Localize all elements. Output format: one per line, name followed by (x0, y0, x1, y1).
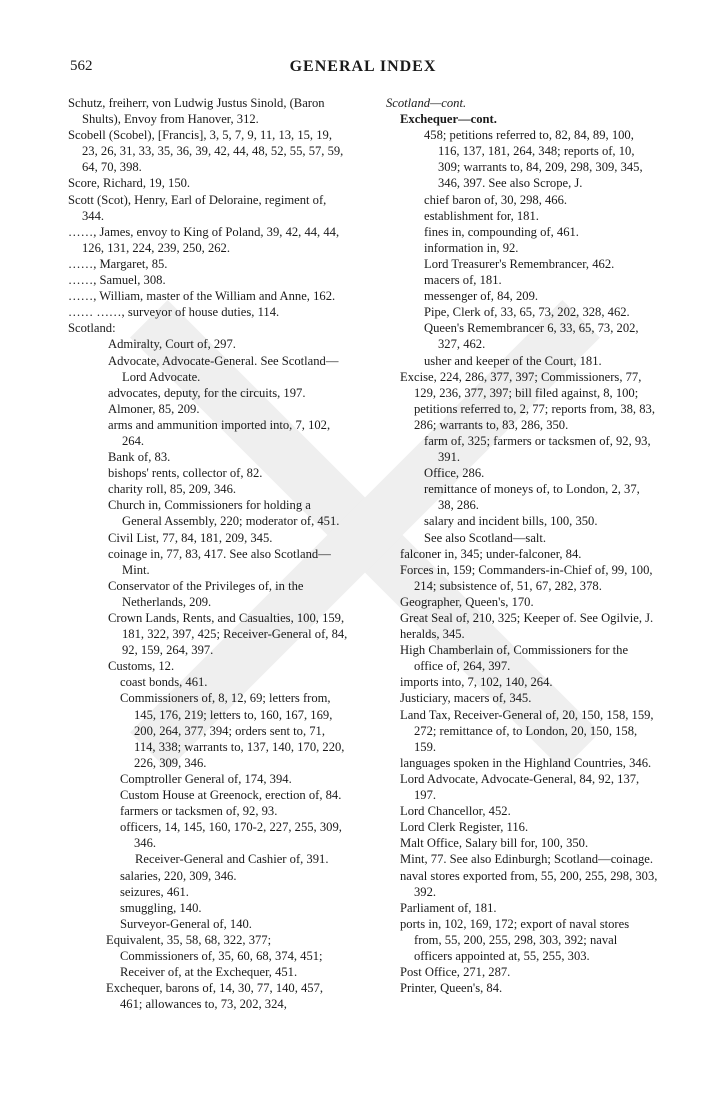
index-entry: Comptroller General of, 174, 394. (120, 771, 292, 786)
index-entry: imports into, 7, 102, 140, 264. (400, 675, 553, 690)
index-entry: Scobell (Scobel), [Francis], 3, 5, 7, 9, 11, 13, 15, 19, 23, 26, 31, 33, 35, 36, 39, 42, 44, 48, 52, 55, 57, 59, 64, 70, 398. (68, 128, 344, 175)
index-entry: See also Scotland—salt. (424, 530, 547, 545)
index-entry: establishment for, 181. (424, 208, 539, 223)
index-entry: Lord Clerk Register, 116. (400, 820, 529, 835)
index-entry: 458; petitions referred to, 82, 84, 89, 100, 116, 137, 181, 264, 348; reports of, 10, 309; warrants to, 84, 209, 298, 309, 345, 346, 397. See also Scrope, J. (424, 128, 643, 191)
index-entry: ……, Samuel, 308. (68, 273, 166, 288)
index-entry: smuggling, 140. (120, 900, 202, 915)
index-entry: languages spoken in the Highland Countries, 346. (400, 755, 652, 770)
index-entry: remittance of moneys of, to London, 2, 37, 38, 286. (424, 482, 640, 513)
index-entry: ports in, 102, 169, 172; export of naval stores from, 55, 200, 255, 298, 303, 392; naval officers appointed at, 55, 255, 303. (400, 916, 630, 963)
index-entry: Score, Richard, 19, 150. (68, 176, 191, 191)
index-entry: Exchequer, barons of, 14, 30, 77, 140, 457, 461; allowances to, 73, 202, 324, (106, 981, 324, 1012)
index-entry: Commissioners of, 8, 12, 69; letters from, 145, 176, 219; letters to, 160, 167, 169, 200, 264, 377, 394; orders sent to, 71, 114, 338; warrants to, 137, 140, 170, 220, 226, 309, 346. (120, 691, 345, 770)
index-entry: coinage in, 77, 83, 417. See also Scotland—Mint. (108, 546, 331, 577)
index-entry: Queen's Remembrancer 6, 33, 65, 73, 202, 327, 462. (424, 321, 639, 352)
index-entry: farm of, 325; farmers or tacksmen of, 92, 93, 391. (424, 433, 651, 465)
page-number: 562 (70, 58, 93, 74)
index-entry: Civil List, 77, 84, 181, 209, 345. (108, 530, 273, 545)
index-entry: Office, 286. (424, 466, 485, 481)
index-entry: salary and incident bills, 100, 350. (424, 514, 598, 529)
index-entry: macers of, 181. (424, 273, 502, 288)
index-entry: advocates, deputy, for the circuits, 197. (108, 385, 306, 400)
index-entry: coast bonds, 461. (120, 675, 208, 690)
index-entry: Printer, Queen's, 84. (400, 981, 503, 996)
index-entry: falconer in, 345; under-falconer, 84. (400, 546, 582, 561)
index-entry: Receiver-General and Cashier of, 391. (135, 852, 329, 867)
index-entry: Scott (Scot), Henry, Earl of Deloraine, regiment of, 344. (68, 192, 327, 223)
index-entry: Post Office, 271, 287. (400, 965, 511, 980)
index-entry: Land Tax, Receiver-General of, 20, 150, 158, 159, 272; remittance of, to London, 20, 150, 158, 159. (400, 707, 654, 754)
index-entry: Equivalent, 35, 58, 68, 322, 377; Commissioners of, 35, 60, 68, 374, 451; Receiver of, at the Exchequer, 451. (106, 932, 323, 980)
index-entry: Pipe, Clerk of, 33, 65, 73, 202, 328, 462. (424, 305, 630, 320)
index-entry: ……, William, master of the William and Anne, 162. (68, 289, 336, 304)
index-entry: charity roll, 85, 209, 346. (108, 482, 237, 497)
index-entry: High Chamberlain of, Commissioners for the office of, 264, 397. (400, 643, 629, 674)
index-entry: Excise, 224, 286, 377, 397; Commissioners, 77, 129, 236, 377, 397; bill filed against, 8, 100; petitions referred to, 2, 77; reports from, 38, 83, 286; warrants to, 83, 286, 350. (400, 369, 655, 432)
index-entry: fines in, compounding of, 461. (424, 224, 579, 239)
index-entry: Admiralty, Court of, 297. (108, 337, 236, 352)
index-entry: Advocate, Advocate-General. See Scotland—Lord Advocate. (108, 353, 339, 384)
index-entry: Forces in, 159; Commanders-in-Chief of, 99, 100, 214; subsistence of, 51, 67, 282, 378. (400, 562, 653, 593)
index-entry: Justiciary, macers of, 345. (400, 691, 532, 706)
index-entry: Lord Chancellor, 452. (400, 804, 511, 819)
index-entry: Mint, 77. See also Edinburgh; Scotland—coinage. (400, 852, 654, 867)
index-column-right (386, 95, 658, 996)
index-entry: ……, Margaret, 85. (68, 256, 168, 271)
page-header (70, 58, 656, 80)
index-entry: Bank of, 83. (108, 450, 171, 465)
index-entry: officers, 14, 145, 160, 170-2, 227, 255, 309, 346. (120, 820, 342, 851)
index-entry: messenger of, 84, 209. (424, 289, 539, 304)
index-entry: Schutz, freiherr, von Ludwig Justus Sinold, (Baron Shults), Envoy from Hanover, 312. (68, 96, 325, 127)
index-entry: Scotland: (68, 321, 116, 336)
index-entry: Crown Lands, Rents, and Casualties, 100, 159, 181, 322, 397, 425; Receiver-General of, 84, 92, 159, 264, 397. (108, 611, 348, 658)
index-entry: Surveyor-General of, 140. (120, 916, 252, 931)
index-entry: heralds, 345. (400, 627, 465, 642)
index-entry: Lord Treasurer's Remembrancer, 462. (424, 256, 615, 271)
index-entry: naval stores exported from, 55, 200, 255, 298, 303, 392. (400, 868, 658, 899)
index-entry: Exchequer—cont. (400, 112, 497, 127)
index-entry: usher and keeper of the Court, 181. (424, 353, 602, 368)
index-entry: bishops' rents, collector of, 82. (108, 466, 263, 481)
index-entry: information in, 92. (424, 240, 519, 255)
index-entry: Lord Advocate, Advocate-General, 84, 92, 137, 197. (400, 771, 640, 803)
index-entry: chief baron of, 30, 298, 466. (424, 192, 568, 207)
index-entry: Scotland—cont. (386, 96, 467, 110)
index-entry: Parliament of, 181. (400, 900, 497, 915)
index-entry: Custom House at Greenock, erection of, 84. (120, 788, 342, 803)
index-entry: Almoner, 85, 209. (108, 401, 200, 416)
index-entry: farmers or tacksmen of, 92, 93. (120, 804, 278, 819)
index-entry: salaries, 220, 309, 346. (120, 868, 237, 883)
index-entry: Conservator of the Privileges of, in the Netherlands, 209. (108, 578, 304, 609)
index-entry: Great Seal of, 210, 325; Keeper of. See Ogilvie, J. (400, 611, 654, 625)
page-title: GENERAL INDEX (289, 58, 437, 75)
index-entry: Geographer, Queen's, 170. (400, 594, 534, 609)
index-entry: Customs, 12. (108, 659, 175, 674)
index-entry: seizures, 461. (120, 884, 189, 899)
index-column-left (68, 95, 348, 1012)
index-entry: …… ……, surveyor of house duties, 114. (68, 305, 280, 320)
index-entry: Malt Office, Salary bill for, 100, 350. (400, 836, 589, 851)
index-entry: arms and ammunition imported into, 7, 102, 264. (108, 417, 331, 448)
index-entry: Church in, Commissioners for holding a General Assembly, 220; moderator of, 451. (108, 498, 340, 529)
index-entry: ……, James, envoy to King of Poland, 39, 42, 44, 44, 126, 131, 224, 239, 250, 262. (68, 224, 340, 255)
